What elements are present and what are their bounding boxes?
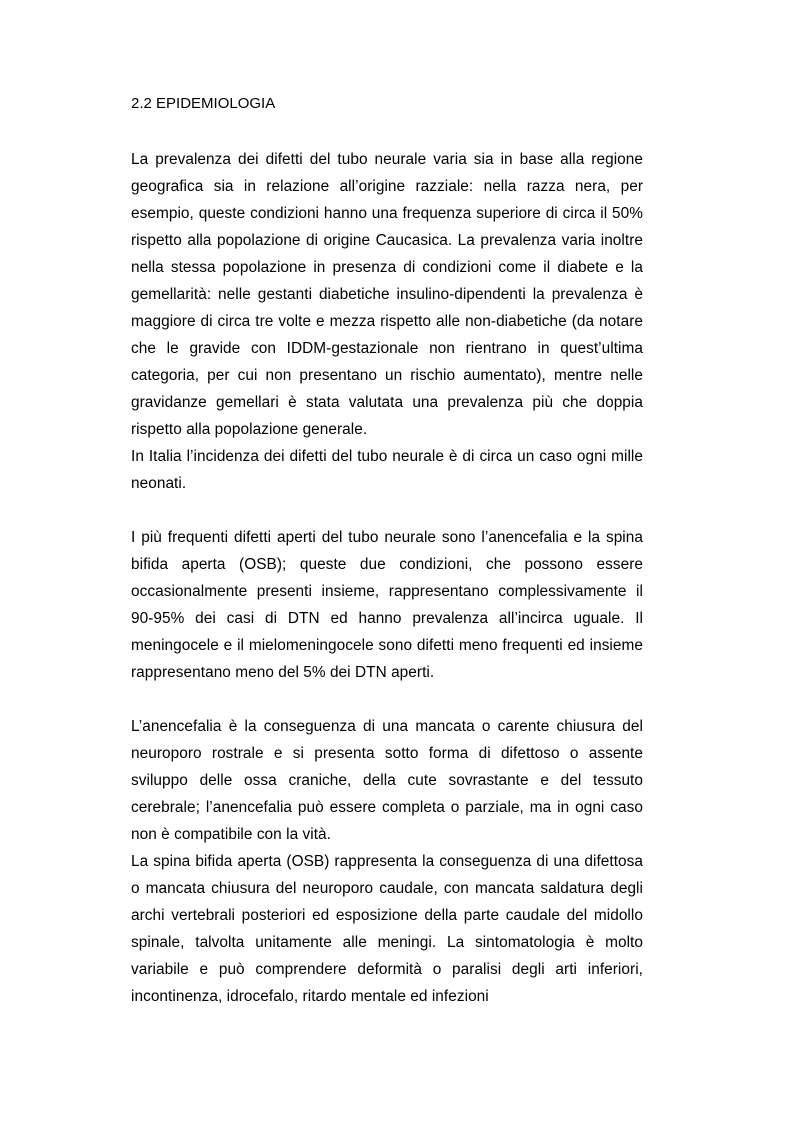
paragraph-spacer: [131, 497, 643, 524]
section-heading: 2.2 EPIDEMIOLOGIA: [131, 95, 276, 112]
paragraph-italy-incidence: In Italia l’incidenza dei difetti del tubo neurale è di circa un caso ogni mille neonati.: [131, 448, 643, 492]
document-page: [131, 92, 643, 1010]
paragraph-spacer: [131, 686, 643, 713]
paragraph-prevalence: La prevalenza dei difetti del tubo neurale varia sia in base alla regione geografica sia in relazione all’origine razziale: nella razza nera, per esempio, queste condizioni hanno una frequenza superiore di circa il 50% rispetto alla popolazione di origine Caucasica. La prevalenza varia inoltre nella stessa popolazione in presenza di condizioni come il diabete e la gemellarità: nelle gestanti diabetiche insulino-dipendenti la prevalenza è maggiore di circa tre volte e mezza rispetto alle non-diabetiche (da notare che le gravide con IDDM-gestazionale non rientrano in quest’ultima categoria, per cui non presentano un rischio aumentato), mentre nelle gravidanze gemellari è stata valutata una prevalenza più che doppia rispetto alla popolazione generale.: [131, 151, 643, 438]
paragraph-anencephaly: L’anencefalia è la conseguenza di una mancata o carente chiusura del neuroporo rostrale e si presenta sotto forma di difettoso o assente sviluppo delle ossa craniche, della cute sovrastante e del tessuto cerebrale; l’anencefalia può essere completa o parziale, ma in ogni caso non è compatibile con la vità.: [131, 718, 643, 843]
paragraph-open-defects: I più frequenti difetti aperti del tubo neurale sono l’anencefalia e la spina bifida aperta (OSB); queste due condizioni, che possono essere occasionalmente presenti insieme, rappresentano complessivamente il 90-95% dei casi di DTN ed hanno prevalenza all’incirca uguale. Il meningocele e il mielomeningocele sono difetti meno frequenti ed insieme rappresentano meno del 5% dei DTN aperti.: [131, 529, 643, 681]
paragraph-spina-bifida: La spina bifida aperta (OSB) rappresenta la conseguenza di una difettosa o mancata chiusura del neuroporo caudale, con mancata saldatura degli archi vertebrali posteriori ed esposizione della parte caudale del midollo spinale, talvolta unitamente alle meningi. La sintomatologia è molto variabile e può comprendere deformità o paralisi degli arti inferiori, incontinenza, idrocefalo, ritardo mentale ed infezioni: [131, 853, 643, 1005]
